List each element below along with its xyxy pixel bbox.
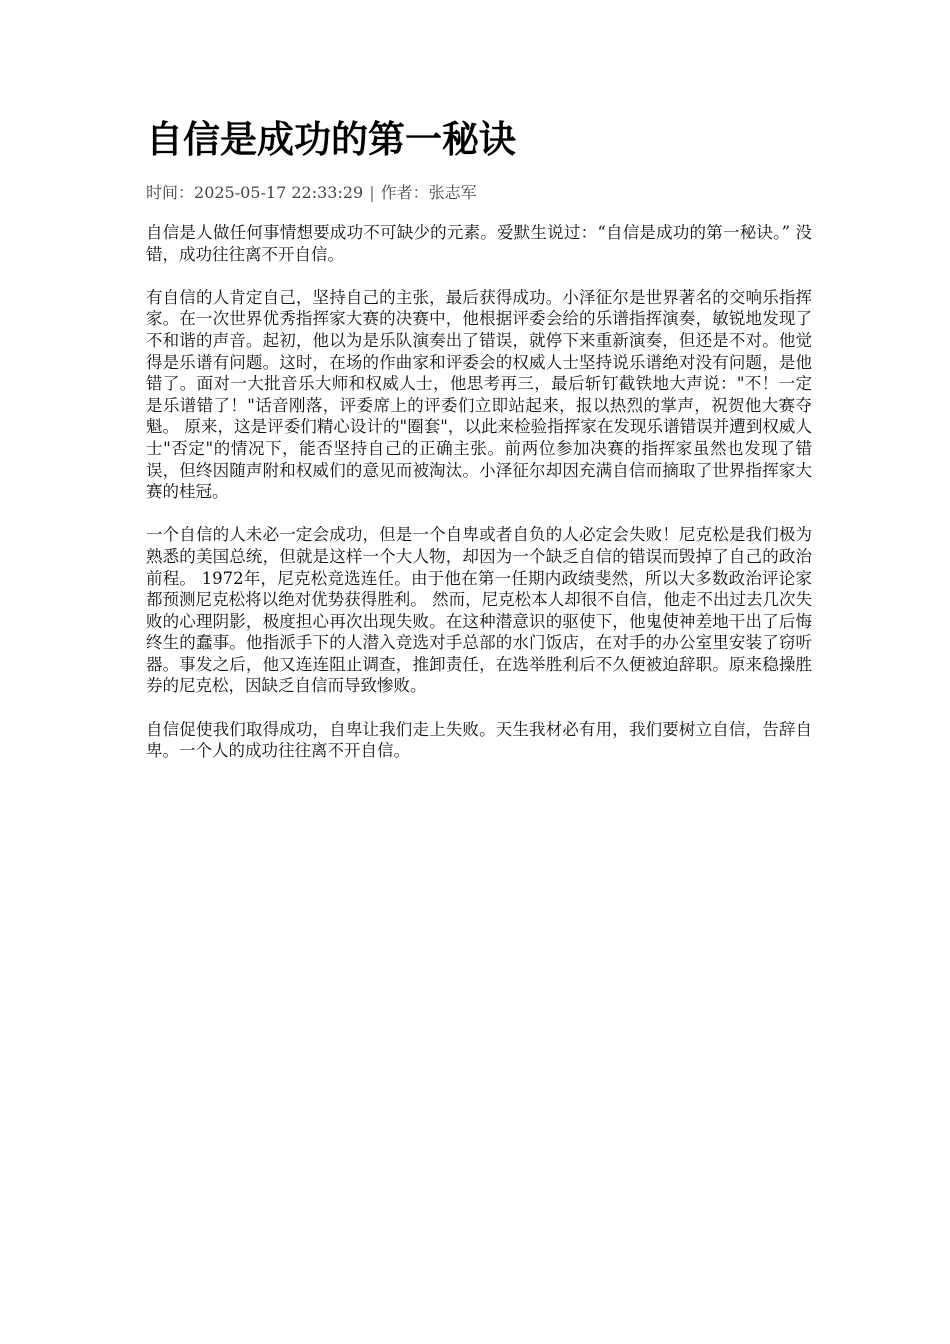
paragraph: 自信促使我们取得成功，自卑让我们走上失败。天生我材必有用，我们要树立自信，告辞自卑。一个人的成功往往离不开自信。 bbox=[146, 719, 812, 761]
time-label: 时间： bbox=[146, 183, 195, 202]
author-value: 张志军 bbox=[428, 183, 477, 202]
meta-separator: | bbox=[369, 183, 375, 202]
article-meta bbox=[146, 182, 812, 204]
article bbox=[146, 112, 812, 783]
author-label: 作者： bbox=[380, 183, 429, 202]
paragraph: 有自信的人肯定自己，坚持自己的主张，最后获得成功。小泽征尔是世界著名的交响乐指挥家。在一次世界优秀指挥家大赛的决赛中，他根据评委会给的乐谱指挥演奏，敏锐地发现了不和谐的声音。起初，他以为是乐队演奏出了错误，就停下来重新演奏，但还是不对。他觉得是乐谱有问题。这时，在场的作曲家和评委会的权威人士坚持说乐谱绝对没有问题，是他错了。面对一大批音乐大师和权威人士，他思考再三，最后斩钉截铁地大声说："不！一定是乐谱错了！"话音刚落，评委席上的评委们立即站起来，报以热烈的掌声，祝贺他大赛夺魁。 原来，这是评委们精心设计的"圈套"，以此来检验指挥家在发现乐谱错误并遭到权威人士"否定"的情况下，能否坚持自己的正确主张。前两位参加决赛的指挥家虽然也发现了错误，但终因随声附和权威们的意见而被淘汰。小泽征尔却因充满自信而摘取了世界指挥家大赛的桂冠。 bbox=[146, 287, 812, 502]
page-title: 自信是成功的第一秘诀 bbox=[146, 118, 516, 161]
paragraph: 一个自信的人未必一定会成功，但是一个自卑或者自负的人必定会失败！尼克松是我们极为熟悉的美国总统，但就是这样一个大人物，却因为一个缺乏自信的错误而毁掉了自己的政治前程。 1972年，尼克松竞选连任。由于他在第一任期内政绩斐然，所以大多数政治评论家都预测尼克松将以绝对优势获得胜利。 然而，尼克松本人却很不自信，他走不出过去几次失败的心理阴影，极度担心再次出现失败。在这种潜意识的驱使下，他鬼使神差地干出了后悔终生的蠢事。他指派手下的人潜入竞选对手总部的水门饭店，在对手的办公室里安装了窃听器。事发之后，他又连连阻止调查，推卸责任，在选举胜利后不久便被迫辞职。原来稳操胜券的尼克松，因缺乏自信而导致惨败。 bbox=[146, 525, 812, 696]
time-value: 2025-05-17 22:33:29 bbox=[194, 183, 364, 202]
paragraph: 自信是人做任何事情想要成功不可缺少的元素。爱默生说过：“自信是成功的第一秘诀。” 没错，成功往往离不开自信。 bbox=[146, 223, 812, 264]
